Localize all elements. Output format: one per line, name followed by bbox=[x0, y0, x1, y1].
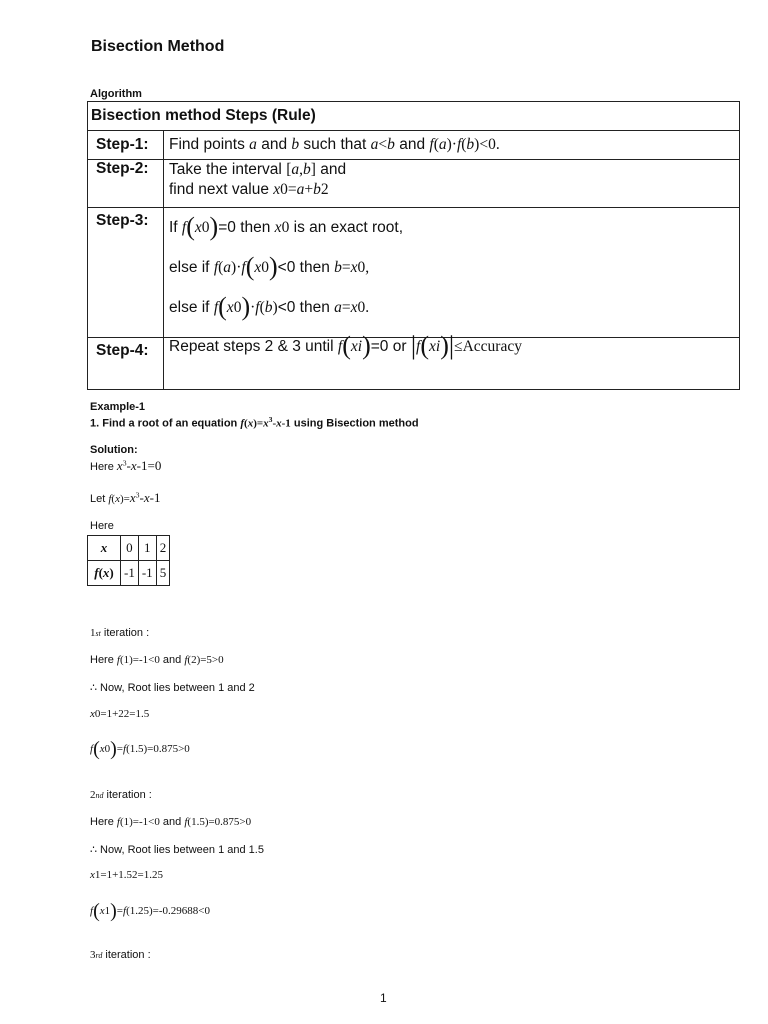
let-equation: Let $f(x)=x^3-x-1$ bbox=[90, 490, 161, 505]
solution-label: Solution: bbox=[90, 444, 138, 456]
iteration-2-line-3: x1=1+1.52=1.25 bbox=[90, 869, 164, 881]
fx-header: f(x) bbox=[88, 561, 121, 586]
iteration-1-line-1: Here f(1)=-1<0 and f(2)=5>0 bbox=[90, 654, 224, 666]
step-4-text: Repeat steps 2 & 3 until f(xi)=0 or |f(xi)|≤Accuracy bbox=[164, 338, 740, 390]
table-cell: -1 bbox=[138, 561, 156, 586]
algorithm-label: Algorithm bbox=[90, 88, 142, 100]
iteration-1-line-2: ∴ Now, Root lies between 1 and 2 bbox=[90, 682, 255, 694]
page-title: Bisection Method bbox=[91, 38, 225, 55]
step-label: Step-2: bbox=[88, 160, 164, 208]
step-2-text: Take the interval [a,b] and find next value x0=a+b2 bbox=[164, 160, 740, 208]
table-row bbox=[88, 338, 740, 390]
iteration-1-title: 1st iteration : bbox=[90, 627, 150, 639]
steps-table-header: Bisection method Steps (Rule) bbox=[88, 102, 740, 131]
iteration-2-line-1: Here f(1)=-1<0 and f(1.5)=0.875>0 bbox=[90, 816, 252, 828]
here-label: Here bbox=[90, 520, 114, 532]
table-cell: 0 bbox=[121, 536, 139, 561]
x-header: x bbox=[88, 536, 121, 561]
table-row bbox=[88, 208, 740, 338]
step-3-text: If f(x0)=0 then x0 is an exact root, else if f(a)·f(x0)<0 then b=x0, else if f(x0)·f(b)<0 then a=x0. bbox=[164, 208, 740, 338]
step-1-text: Find points a and b such that a<b and f(a)·f(b)<0. bbox=[164, 131, 740, 160]
table-cell: -1 bbox=[121, 561, 139, 586]
table-cell: 1 bbox=[138, 536, 156, 561]
step-label: Step-3: bbox=[88, 208, 164, 338]
iteration-2-title: 2nd iteration : bbox=[90, 789, 152, 801]
here-equation: Here $x^3-x-1=0$ bbox=[90, 458, 162, 473]
table-cell: 5 bbox=[156, 561, 170, 586]
steps-table bbox=[87, 101, 740, 390]
iteration-3-title: 3rd iteration : bbox=[90, 949, 151, 961]
iteration-2-line-4: f(x1)=f(1.25)=-0.29688<0 bbox=[90, 900, 210, 922]
iteration-1-line-3: x0=1+22=1.5 bbox=[90, 708, 150, 720]
values-table bbox=[87, 535, 170, 586]
table-row bbox=[88, 561, 170, 586]
table-row bbox=[88, 160, 740, 208]
page-number: 1 bbox=[380, 991, 387, 1005]
iteration-1-line-4: f(x0)=f(1.5)=0.875>0 bbox=[90, 738, 190, 760]
table-row bbox=[88, 536, 170, 561]
table-row bbox=[88, 131, 740, 160]
example-question: 1. Find a root of an equation $f(x)=x^3-x-1$ using Bisection method bbox=[90, 415, 419, 430]
example-label: Example-1 bbox=[90, 401, 146, 413]
step-label: Step-4: bbox=[88, 338, 164, 390]
step-label: Step-1: bbox=[88, 131, 164, 160]
table-cell: 2 bbox=[156, 536, 170, 561]
iteration-2-line-2: ∴ Now, Root lies between 1 and 1.5 bbox=[90, 844, 264, 856]
